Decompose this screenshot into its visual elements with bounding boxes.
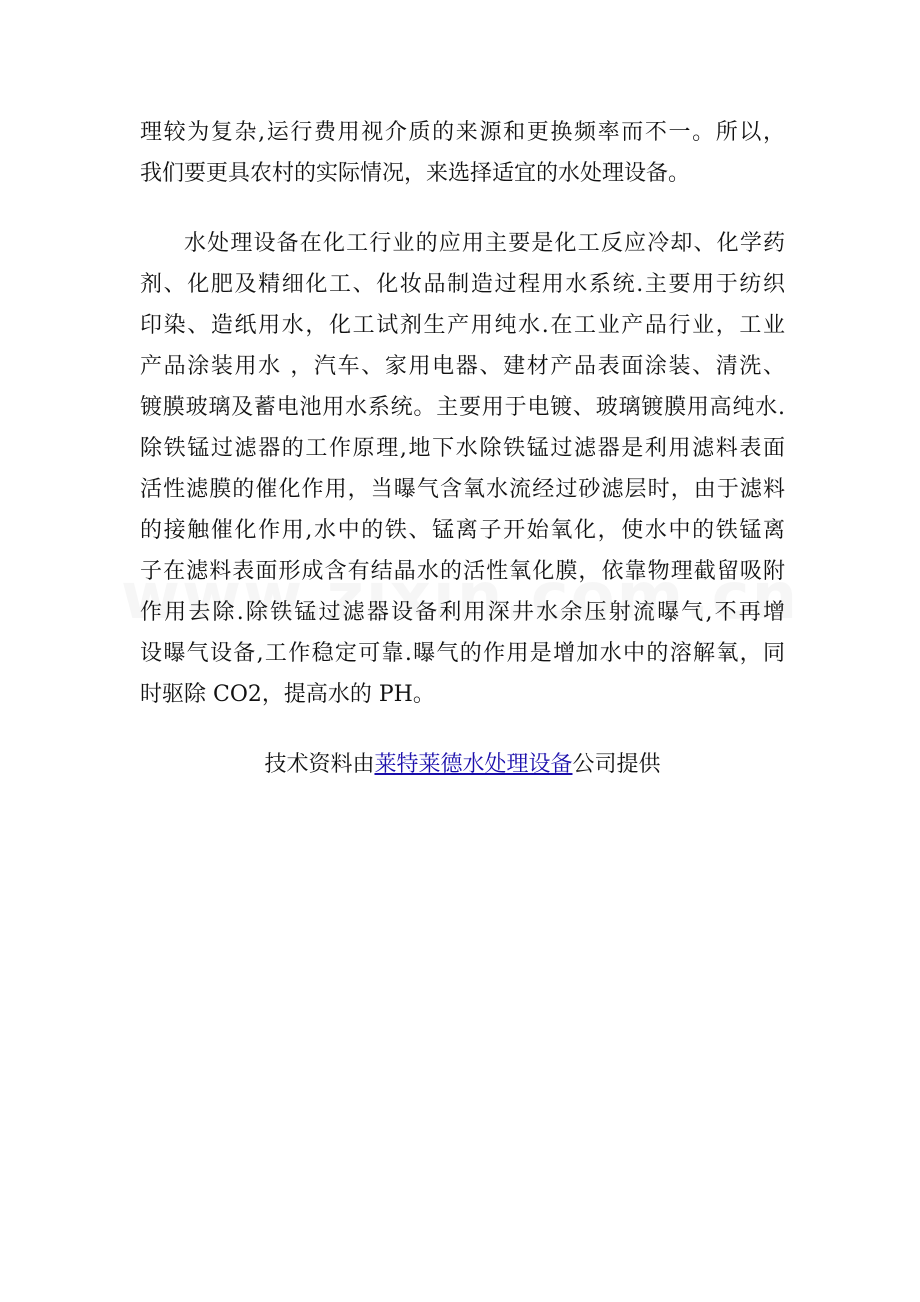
- text-line: 设曝气设备,工作稳定可靠.曝气的作用是增加水中的溶解氧，同: [140, 641, 785, 666]
- footer-credit: [140, 744, 785, 785]
- text-line: 印染、造纸用水，化工试剂生产用纯水.在工业产品行业，工业: [140, 313, 785, 338]
- footer-prefix: 技术资料由: [264, 752, 375, 777]
- paragraph-2: [140, 223, 785, 715]
- text-line: 理较为复杂,运行费用视介质的来源和更换频率而不一。所以，: [140, 120, 785, 145]
- text-line: 活性滤膜的催化作用，当曝气含氧水流经过砂滤层时，由于滤料: [140, 477, 785, 502]
- text-line: 产品涂装用水 ，汽车、家用电器、建材产品表面涂装、清洗、: [140, 354, 785, 379]
- footer-suffix: 公司提供: [572, 752, 661, 777]
- text-line: 的接触催化作用,水中的铁、锰离子开始氧化，使水中的铁锰离: [140, 518, 785, 543]
- document-body: [140, 112, 785, 785]
- text-line: 作用去除.除铁锰过滤器设备利用深井水余压射流曝气,不再增: [140, 600, 785, 625]
- text-line: 除铁锰过滤器的工作原理,地下水除铁锰过滤器是利用滤料表面: [140, 436, 785, 461]
- text-line: 我们要更具农村的实际情况，来选择适宜的水处理设备。: [140, 161, 691, 186]
- company-link[interactable]: 莱特莱德水处理设备: [374, 752, 573, 777]
- text-line: 子在滤料表面形成含有结晶水的活性氧化膜，依靠物理截留吸附: [140, 559, 785, 584]
- paragraph-1: [140, 112, 785, 194]
- text-line: 剂、化肥及精细化工、化妆品制造过程用水系统.主要用于纺织: [140, 272, 785, 297]
- text-line: 水处理设备在化工行业的应用主要是化工反应冷却、化学药: [184, 231, 785, 256]
- text-line: 镀膜玻璃及蓄电池用水系统。主要用于电镀、玻璃镀膜用高纯水.: [140, 395, 785, 420]
- text-line: 时驱除 CO2，提高水的 PH。: [140, 682, 435, 707]
